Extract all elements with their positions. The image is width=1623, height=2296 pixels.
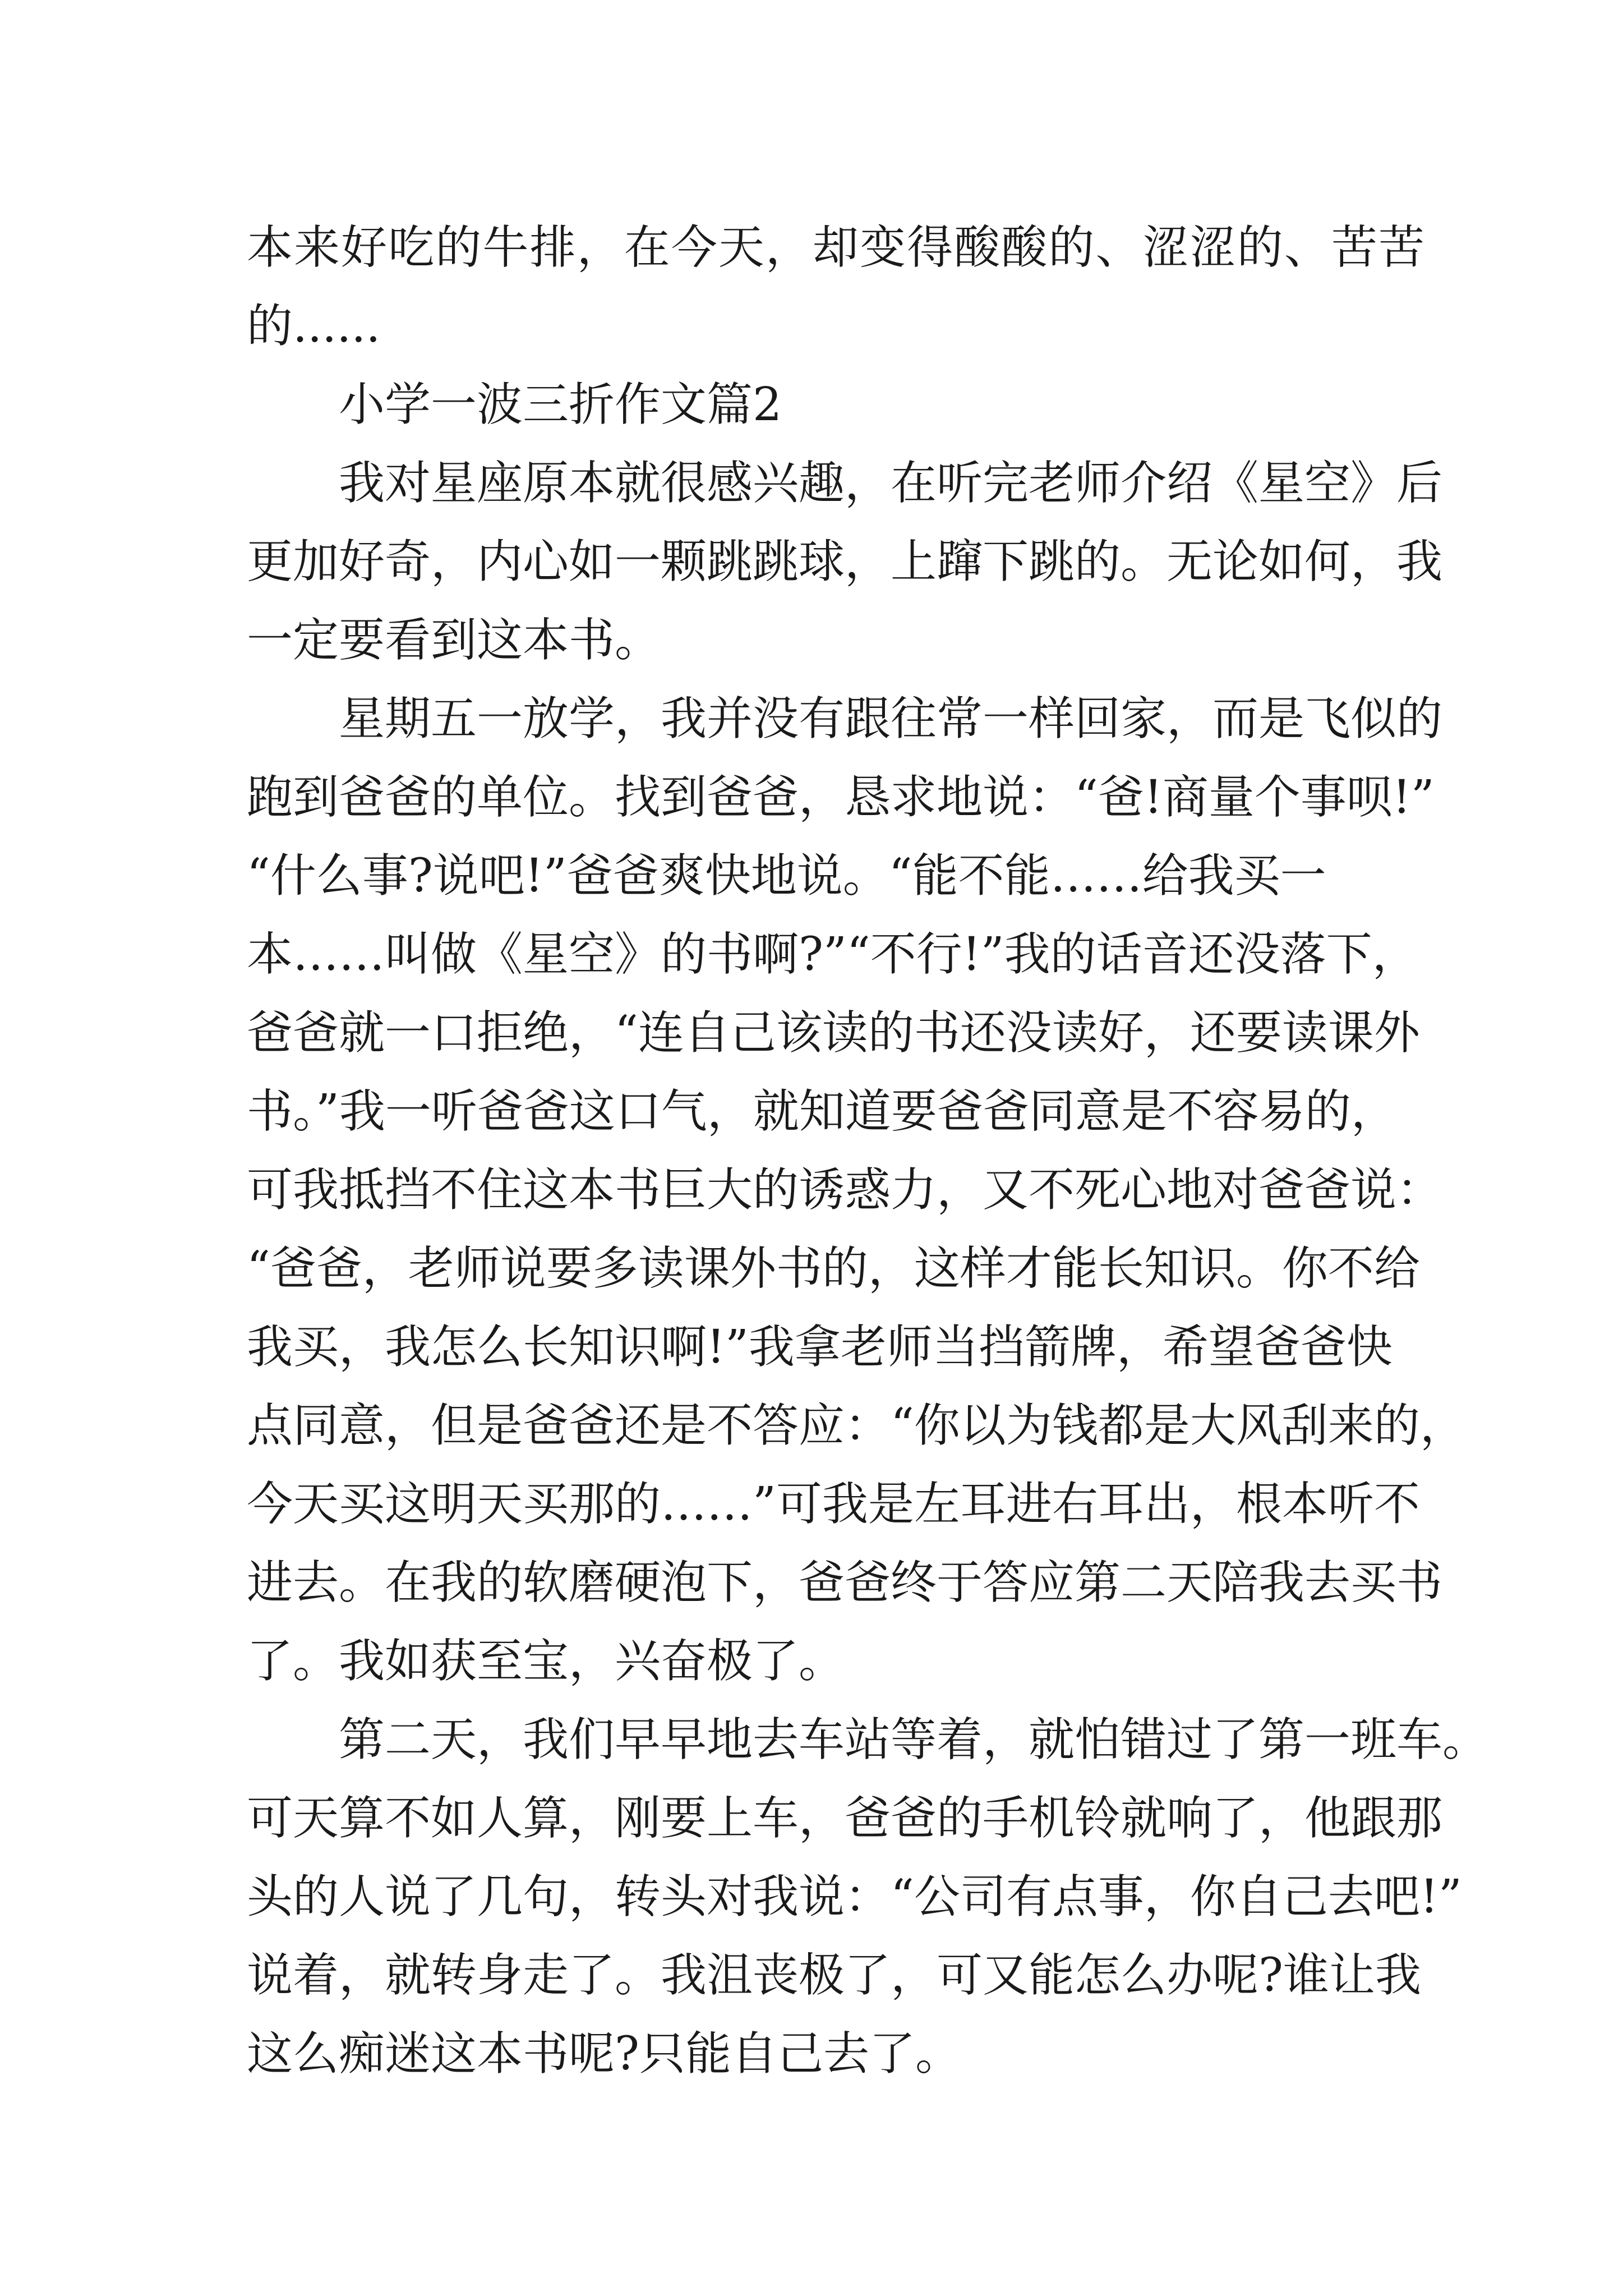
paragraph-line: 进去。在我的软磨硬泡下，爸爸终于答应第二天陪我去买书 bbox=[247, 1556, 1443, 1609]
paragraph-line: 星期五一放学，我并没有跟往常一样回家，而是飞似的 bbox=[339, 692, 1443, 746]
paragraph-line: 头的人说了几句，转头对我说：“公司有点事，你自己去吧!” bbox=[247, 1870, 1462, 1924]
paragraph-line: 今天买这明天买那的……”可我是左耳进右耳出，根本听不 bbox=[247, 1478, 1420, 1531]
paragraph-line: “什么事?说吧!”爸爸爽快地说。“能不能……给我买一 bbox=[247, 849, 1326, 903]
paragraph-line: 本……叫做《星空》的书啊?”“不行!”我的话音还没落下， bbox=[247, 928, 1418, 981]
paragraph-line: 我对星座原本就很感兴趣，在听完老师介绍《星空》后 bbox=[339, 457, 1443, 510]
paragraph-line: 更加好奇，内心如一颗跳跳球，上蹿下跳的。无论如何，我 bbox=[247, 535, 1443, 588]
paragraph-line: 爸爸就一口拒绝，“连自己该读的书还没读好，还要读课外 bbox=[247, 1006, 1420, 1060]
paragraph-line: 跑到爸爸的单位。找到爸爸，恳求地说：“爸!商量个事呗!” bbox=[247, 771, 1435, 824]
document-body bbox=[247, 209, 1489, 2093]
paragraph-line: 的...... bbox=[247, 300, 381, 353]
paragraph-line: “爸爸，老师说要多读课外书的，这样才能长知识。你不给 bbox=[247, 1242, 1420, 1295]
paragraph-line: 这么痴迷这本书呢?只能自己去了。 bbox=[247, 2027, 961, 2081]
paragraph-line: 说着，就转身走了。我沮丧极了，可又能怎么办呢?谁让我 bbox=[247, 1949, 1421, 2002]
paragraph-line: 可天算不如人算，刚要上车，爸爸的手机铃就响了，他跟那 bbox=[247, 1792, 1443, 1845]
paragraph-line: 第二天，我们早早地去车站等着，就怕错过了第一班车。 bbox=[339, 1713, 1489, 1766]
paragraph-line: 我买，我怎么长知识啊!”我拿老师当挡箭牌，希望爸爸快 bbox=[247, 1320, 1393, 1374]
paragraph-line: 一定要看到这本书。 bbox=[247, 614, 661, 667]
paragraph-line: 点同意，但是爸爸还是不答应：“你以为钱都是大风刮来的， bbox=[247, 1399, 1466, 1452]
paragraph-line: 本来好吃的牛排，在今天，却变得酸酸的、涩涩的、苦苦 bbox=[247, 221, 1424, 274]
paragraph-line: 书。”我一听爸爸这口气，就知道要爸爸同意是不容易的， bbox=[247, 1085, 1397, 1138]
paragraph-line: 了。我如获至宝，兴奋极了。 bbox=[247, 1635, 845, 1688]
section-heading: 小学一波三折作文篇2 bbox=[339, 378, 782, 431]
paragraph-line: 可我抵挡不住这本书巨大的诱惑力，又不死心地对爸爸说： bbox=[247, 1163, 1443, 1217]
